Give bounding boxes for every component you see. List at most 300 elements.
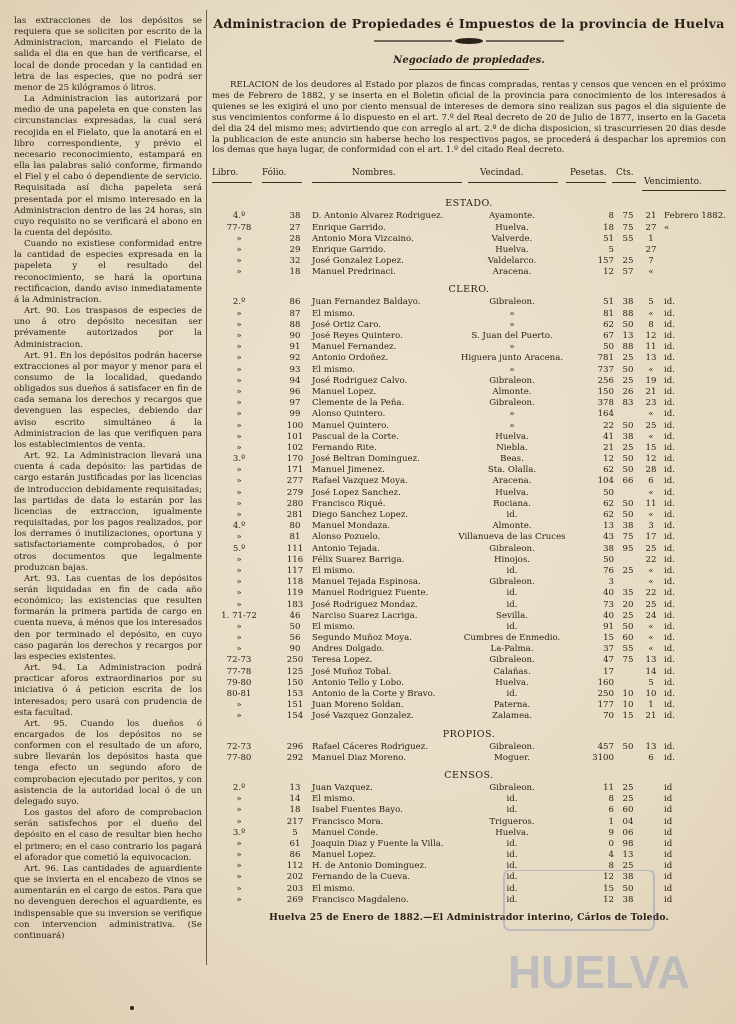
cell-mes: id.: [664, 666, 675, 677]
table-row: [212, 532, 726, 543]
cell-libro: »: [236, 872, 242, 883]
cell-dia: 3: [648, 521, 654, 532]
cell-pesetas: 8: [608, 794, 614, 805]
cell-vecindad: Gibraleon.: [489, 741, 535, 752]
table-row: [212, 387, 726, 398]
cell-nombre: José Rodriguez Calvo.: [312, 375, 408, 386]
cell-cts: 95: [622, 543, 634, 554]
table-row: [212, 256, 726, 267]
cell-folio: 154: [286, 711, 304, 722]
cell-pesetas: 37: [603, 644, 614, 655]
cell-vecindad: Gibraleon.: [489, 782, 535, 793]
cell-folio: 102: [286, 442, 304, 453]
cell-pesetas: 12: [603, 894, 614, 905]
header-rule: [468, 182, 558, 183]
cell-cts: 50: [622, 319, 634, 330]
cell-mes: id: [664, 861, 673, 872]
cell-folio: 86: [289, 297, 301, 308]
cell-mes: id.: [664, 741, 675, 752]
table-row: [212, 884, 726, 895]
cell-nombre: Manuel Mondaza.: [312, 521, 391, 532]
cell-dia: 11: [645, 498, 657, 509]
cell-cts: 25: [622, 565, 634, 576]
table-row: [212, 678, 726, 689]
cell-pesetas: 457: [597, 741, 614, 752]
table-row: [212, 817, 726, 828]
cell-vecindad: Aracena.: [492, 267, 532, 278]
cell-nombre: El mismo.: [312, 621, 355, 632]
cell-nombre: Francisco Mora.: [312, 816, 384, 827]
cell-libro: 77-80: [226, 752, 252, 763]
cell-mes: id.: [664, 487, 675, 498]
cell-nombre: El mismo.: [312, 308, 355, 319]
cell-cts: 10: [622, 689, 634, 700]
cell-dia: «: [648, 364, 654, 375]
table-row: [212, 376, 726, 387]
cell-mes: id.: [664, 577, 675, 588]
cell-vecindad: Gibraleon.: [489, 398, 535, 409]
cell-dia: 25: [645, 543, 657, 554]
cell-pesetas: 6: [608, 805, 614, 816]
cell-nombre: Enrique Garrido.: [312, 222, 386, 233]
cell-folio: 296: [286, 741, 304, 752]
cell-vecindad: Sevilla.: [496, 610, 528, 621]
cell-mes: Febrero 1882.: [664, 211, 726, 222]
cell-dia: 22: [645, 588, 657, 599]
cell-libro: »: [236, 554, 242, 565]
signature-line: Huelva 25 de Enero de 1882.—El Administrador interino, Cárlos de Toledo.: [269, 912, 669, 924]
cell-libro: 4.º: [232, 211, 246, 222]
cell-pesetas: 160: [597, 677, 614, 688]
cell-mes: id.: [664, 364, 675, 375]
cell-libro: 77-78: [226, 666, 252, 677]
cell-folio: 14: [289, 794, 301, 805]
cell-nombre: Fernando Rite.: [312, 442, 377, 453]
cell-folio: 38: [289, 211, 301, 222]
header-rule: [212, 182, 252, 183]
cell-folio: 170: [286, 454, 304, 465]
cell-dia: 25: [645, 420, 657, 431]
cell-folio: 112: [286, 861, 304, 872]
cell-libro: »: [236, 700, 242, 711]
cell-nombre: José Muñoz Tobal.: [312, 666, 392, 677]
cell-pesetas: 378: [597, 398, 614, 409]
cell-folio: 5: [292, 827, 298, 838]
cell-cts: 25: [622, 256, 634, 267]
cell-nombre: José Ortiz Caro.: [312, 319, 382, 330]
table-row: [212, 398, 726, 409]
section-title: ESTADO.: [445, 198, 493, 210]
cell-folio: 87: [289, 308, 301, 319]
table-row: [212, 309, 726, 320]
cell-vecindad: id.: [506, 838, 518, 849]
cell-mes: id: [664, 827, 673, 838]
cell-vecindad: id.: [506, 794, 518, 805]
cell-mes: id.: [664, 308, 675, 319]
cell-vecindad: Huelva.: [495, 827, 529, 838]
cell-dia: «: [648, 621, 654, 632]
left-column-paragraph: Art. 92. La Administracion llevará una cuenta á cada depósito: las partidas de cargo estarán justificadas por las licencias de introduccion debidamente requisitadas; las partidas de data lo estarán por las licencias de extraccion, igualmente requisitadas, por los pagos realizados, por los derrames ó inutilizaciones, oportuna y satisfactoriamente comprobados, ó por otros documentos que legalmente produzcan bajas.: [14, 451, 202, 573]
cell-libro: »: [236, 565, 242, 576]
cell-mes: id.: [664, 454, 675, 465]
cell-libro: »: [236, 883, 242, 894]
cell-dia: «: [648, 409, 654, 420]
cell-libro: »: [236, 487, 242, 498]
cell-folio: 18: [289, 267, 301, 278]
cell-libro: »: [236, 398, 242, 409]
cell-vecindad: S. Juan del Puerto.: [471, 331, 553, 342]
cell-dia: 21: [645, 386, 657, 397]
cell-dia: 21: [645, 211, 657, 222]
cell-mes: id.: [664, 644, 675, 655]
cell-dia: 14: [645, 666, 657, 677]
cell-folio: 86: [289, 850, 301, 861]
cell-nombre: Manuel Rodriguez Fuente.: [312, 588, 429, 599]
table-row: [212, 644, 726, 655]
cell-mes: id.: [664, 409, 675, 420]
cell-pesetas: 0: [608, 838, 614, 849]
cell-cts: 38: [622, 872, 634, 883]
cell-dia: «: [648, 510, 654, 521]
cell-mes: id.: [664, 711, 675, 722]
cell-folio: 80: [289, 521, 301, 532]
header-libro: Libro.: [212, 168, 239, 179]
left-column-paragraph: Art. 96. Las cantidades de aguardiente que se invierta en el encabezo de vinos se aumentarán en el cargo de estos. Para que no devenguen derechos el aguardiente, es indispensable que su inversion se verifique con intervencion administrativa. (Se continuará): [14, 863, 203, 941]
cell-folio: 281: [286, 510, 304, 521]
cell-folio: 279: [286, 487, 304, 498]
table-row: [212, 711, 726, 722]
cell-nombre: Manuel Lopez.: [312, 386, 377, 397]
cell-nombre: El mismo.: [312, 364, 355, 375]
left-column-paragraph: las extracciones de los depósitos se requiera que se soliciten por escrito de la Administracion, marcando el Fielato de salida el dia en que han de verificarse, el local de donde procedan y la cantidad en letra de las especies, que no podrá ser menor de 25 kilógramos ó litros.: [14, 16, 202, 93]
cell-dia: 6: [648, 752, 654, 763]
cell-libro: »: [236, 498, 242, 509]
table-row: [212, 421, 726, 432]
cell-libro: »: [236, 267, 242, 278]
cell-dia: 13: [645, 741, 657, 752]
cell-vecindad: Paterna.: [493, 700, 531, 711]
cell-pesetas: 70: [603, 711, 614, 722]
cell-vecindad: id.: [506, 861, 518, 872]
header-rule: [262, 182, 302, 183]
cell-folio: 97: [289, 398, 301, 409]
cell-folio: 250: [286, 655, 304, 666]
cell-mes: id: [664, 838, 673, 849]
cell-cts: 25: [622, 794, 634, 805]
cell-folio: 292: [286, 752, 304, 763]
cell-dia: 27: [645, 222, 657, 233]
cell-nombre: H. de Antonio Dominguez.: [312, 861, 427, 872]
cell-dia: 13: [645, 655, 657, 666]
table-row: [212, 432, 726, 443]
cell-folio: 18: [289, 805, 301, 816]
cell-mes: id.: [664, 633, 675, 644]
cell-nombre: José Beltran Dominguez.: [312, 454, 420, 465]
cell-dia: 27: [645, 244, 657, 255]
cell-folio: 183: [286, 599, 304, 610]
cell-mes: id.: [664, 386, 675, 397]
table-row: [212, 611, 726, 622]
table-row: [212, 454, 726, 465]
cell-folio: 203: [286, 883, 304, 894]
cell-cts: 60: [622, 633, 634, 644]
cell-libro: »: [236, 850, 242, 861]
cell-cts: 55: [622, 233, 634, 244]
cell-nombre: Segundo Muñoz Moya.: [312, 633, 412, 644]
cell-nombre: Antonio Tello y Lobo.: [312, 677, 404, 688]
cell-folio: 96: [289, 386, 301, 397]
cell-dia: 22: [645, 554, 657, 565]
cell-pesetas: 81: [603, 308, 614, 319]
cell-libro: »: [236, 633, 242, 644]
cell-libro: 5.º: [232, 543, 246, 554]
table-row: [212, 211, 726, 222]
section-title: PROPIOS.: [442, 728, 496, 740]
cell-dia: 1: [648, 700, 654, 711]
cell-vecindad: Gibraleon.: [489, 375, 535, 386]
cell-nombre: Fernando de la Cueva.: [312, 872, 411, 883]
cell-cts: 35: [622, 588, 634, 599]
table-row: [212, 655, 726, 666]
cell-cts: 50: [622, 883, 634, 894]
cell-mes: id.: [664, 331, 675, 342]
cell-nombre: José Gonzalez Lopez.: [312, 256, 404, 267]
cell-mes: id.: [664, 431, 675, 442]
cell-mes: id.: [664, 319, 675, 330]
cell-cts: 26: [622, 386, 634, 397]
left-column-paragraph: Art. 91. En los depósitos podrán hacerse extracciones al por mayor y menor para el consumo de la localidad, quedando obligados sus dueños á satisfacer en fin de cada semana los derechos y recargos que devenguen las especies, debiendo dar aviso escrito simultáneo á la Administracion de las que verifiquen para los establecimientos de venta.: [14, 350, 202, 450]
cell-folio: 116: [286, 554, 304, 565]
cell-cts: 50: [622, 498, 634, 509]
header-cts: Cts.: [616, 168, 634, 179]
cell-nombre: Manuel Diaz Moreno.: [312, 752, 407, 763]
cell-dia: 17: [645, 532, 657, 543]
cell-vecindad: Moguer.: [494, 752, 530, 763]
cell-nombre: Narciso Suarez Lacriga.: [312, 610, 418, 621]
cell-pesetas: 50: [603, 554, 614, 565]
cell-libro: »: [236, 431, 242, 442]
cell-cts: 38: [622, 521, 634, 532]
cell-mes: id.: [664, 543, 675, 554]
cell-nombre: Alonso Pozuelo.: [312, 532, 381, 543]
cell-mes: id: [664, 850, 673, 861]
cell-vecindad: Almonte.: [492, 386, 532, 397]
cell-vecindad: Hinojos.: [494, 554, 530, 565]
cell-cts: 13: [622, 331, 634, 342]
cell-mes: id.: [664, 521, 675, 532]
page-title: Administracion de Propiedades é Impuestos de la provincia de Huelva: [213, 16, 725, 31]
table-row: [212, 297, 726, 308]
cell-vecindad: La-Palma.: [490, 644, 534, 655]
cell-mes: id.: [664, 610, 675, 621]
cell-nombre: Juan Vazquez.: [312, 782, 373, 793]
header-rule: [612, 182, 636, 183]
cell-cts: 88: [622, 342, 634, 353]
cell-cts: 25: [622, 442, 634, 453]
cell-pesetas: 177: [597, 700, 614, 711]
cell-dia: «: [648, 487, 654, 498]
cell-nombre: El mismo.: [312, 565, 355, 576]
cell-nombre: El mismo.: [312, 883, 355, 894]
section-subheading: Negociado de propiedades.: [393, 55, 545, 66]
debtors-table: [212, 196, 726, 906]
cell-dia: 7: [648, 256, 654, 267]
cell-dia: «: [648, 267, 654, 278]
cell-folio: 81: [289, 532, 301, 543]
cell-pesetas: 15: [603, 633, 614, 644]
cell-cts: 38: [622, 431, 634, 442]
cell-pesetas: 250: [597, 689, 614, 700]
table-row: [212, 476, 726, 487]
table-row: [212, 521, 726, 532]
table-row: [212, 633, 726, 644]
cell-vecindad: id.: [506, 883, 518, 894]
table-row: [212, 566, 726, 577]
cell-mes: id.: [664, 599, 675, 610]
cell-pesetas: 51: [603, 297, 614, 308]
cell-mes: id: [664, 872, 673, 883]
cell-folio: 150: [286, 677, 304, 688]
column-divider: [206, 10, 207, 965]
table-row: [212, 895, 726, 906]
table-row: [212, 839, 726, 850]
cell-libro: »: [236, 420, 242, 431]
cell-cts: 60: [622, 805, 634, 816]
cell-dia: 1: [648, 233, 654, 244]
cell-nombre: Juan Fernandez Baldayo.: [312, 297, 421, 308]
cell-folio: 269: [286, 894, 304, 905]
cell-dia: 5: [648, 297, 654, 308]
cell-pesetas: 50: [603, 342, 614, 353]
cell-dia: 12: [645, 331, 657, 342]
cell-mes: id.: [664, 510, 675, 521]
cell-pesetas: 21: [603, 442, 614, 453]
left-column-paragraph: Art. 94. La Administracion podrá practicar aforos extraordinarios por su iniciativa ó á peticion escrita de los interesados; pero usará con prudencia de esta facultad.: [14, 663, 202, 718]
cell-vecindad: id.: [506, 850, 518, 861]
left-column-paragraph: Art. 90. Los traspasos de especies de uno á otro depósito necesitan ser prévamente autorizados por la Administracion.: [14, 306, 202, 350]
cell-nombre: Diego Sanchez Lopez.: [312, 510, 409, 521]
cell-libro: »: [236, 894, 242, 905]
cell-dia: 21: [645, 711, 657, 722]
cell-vecindad: Gibraleon.: [489, 297, 535, 308]
cell-pesetas: 62: [603, 465, 614, 476]
cell-pesetas: 3100: [592, 752, 614, 763]
left-column-paragraph: La Administracion las autorizará por medio de una papeleta en que consten las circunstancias expresadas, la cual será recojida en el Fielato, que la anotará en el libro correspondiente, y prévio el necesario reconocimiento, estampará en ella las palabras salió conforme, firmando el Fiel y el cabo ó dependiente de servicio. Requisitada así dicha papeleta será presentada por el mismo interesado en la Administracion dentro de las 24 horas, sin cuyo requisito no se verificará el abono en la cuenta del depósito.: [14, 94, 202, 238]
left-column-paragraph: Art. 93. Las cuentas de los depósitos serán liquidadas en fin de cada año económico; las existencias que resulten formarán la primera partida de cargo en cuenta nueva, á ménos que los interesados den por terminado el depósito, en cuyo caso pagarán los derechos y recargos por las especies existentes.: [14, 573, 202, 662]
cell-pesetas: 781: [597, 353, 614, 364]
cell-dia: 13: [645, 353, 657, 364]
table-row: [212, 320, 726, 331]
cell-cts: 50: [622, 465, 634, 476]
cell-nombre: Pascual de la Corte.: [312, 431, 399, 442]
cell-pesetas: 12: [603, 454, 614, 465]
cell-libro: »: [236, 256, 242, 267]
cell-libro: »: [236, 588, 242, 599]
cell-cts: 06: [622, 827, 634, 838]
header-rule: [566, 182, 606, 183]
right-column: [212, 12, 726, 923]
cell-mes: id: [664, 782, 673, 793]
cell-libro: »: [236, 476, 242, 487]
cell-folio: 50: [289, 621, 301, 632]
cell-pesetas: 256: [597, 375, 614, 386]
table-row: [212, 861, 726, 872]
cell-vecindad: Gibraleon.: [489, 543, 535, 554]
cell-nombre: Francisco Riqué.: [312, 498, 386, 509]
cell-mes: id.: [664, 689, 675, 700]
cell-cts: 25: [622, 375, 634, 386]
cell-folio: 153: [286, 689, 304, 700]
header-pesetas: Pesetas.: [570, 168, 607, 179]
cell-vecindad: »: [509, 308, 515, 319]
cell-libro: 1. 71-72: [221, 610, 257, 621]
cell-mes: id: [664, 883, 673, 894]
cell-folio: 94: [289, 375, 301, 386]
cell-nombre: José Reyes Quintero.: [312, 331, 403, 342]
cell-pesetas: 62: [603, 510, 614, 521]
table-row: [212, 409, 726, 420]
cell-nombre: D. Antonio Alvarez Rodriguez.: [312, 211, 444, 222]
table-row: [212, 850, 726, 861]
cell-dia: 25: [645, 599, 657, 610]
cell-libro: 2.º: [232, 297, 246, 308]
table-row: [212, 365, 726, 376]
table-row: [212, 783, 726, 794]
cell-libro: »: [236, 532, 242, 543]
cell-nombre: Teresa Lopez.: [312, 655, 373, 666]
cell-mes: id.: [664, 498, 675, 509]
cell-pesetas: 73: [603, 599, 614, 610]
cell-vecindad: Aracena.: [492, 476, 532, 487]
cell-mes: id.: [664, 655, 675, 666]
cell-pesetas: 104: [597, 476, 614, 487]
cell-cts: 55: [622, 644, 634, 655]
cell-pesetas: 91: [603, 621, 614, 632]
cell-vecindad: Huelva.: [495, 222, 529, 233]
cell-folio: 118: [286, 577, 304, 588]
cell-folio: 117: [286, 565, 304, 576]
cell-vecindad: id.: [506, 621, 518, 632]
cell-vecindad: id.: [506, 565, 518, 576]
cell-libro: »: [236, 621, 242, 632]
cell-folio: 90: [289, 644, 301, 655]
cell-cts: 98: [622, 838, 634, 849]
cell-folio: 88: [289, 319, 301, 330]
cell-vecindad: id.: [506, 872, 518, 883]
section-title: CENSOS.: [444, 769, 494, 781]
cell-cts: 57: [622, 267, 634, 278]
cell-nombre: Isabel Fuentes Bayo.: [312, 805, 403, 816]
cell-mes: id.: [664, 752, 675, 763]
cell-mes: id.: [664, 476, 675, 487]
cell-vecindad: id.: [506, 599, 518, 610]
cell-cts: 75: [622, 655, 634, 666]
cell-pesetas: 3: [608, 577, 614, 588]
cell-folio: 277: [286, 476, 304, 487]
cell-libro: »: [236, 711, 242, 722]
cell-cts: 83: [622, 398, 634, 409]
cell-cts: 88: [622, 308, 634, 319]
cell-libro: »: [236, 375, 242, 386]
cell-vecindad: Huelva.: [495, 487, 529, 498]
cell-libro: »: [236, 644, 242, 655]
cell-libro: »: [236, 244, 242, 255]
cell-mes: id.: [664, 398, 675, 409]
cell-folio: 29: [289, 244, 301, 255]
cell-pesetas: 17: [603, 666, 614, 677]
cell-vecindad: Rociana.: [493, 498, 531, 509]
cell-cts: 50: [622, 420, 634, 431]
